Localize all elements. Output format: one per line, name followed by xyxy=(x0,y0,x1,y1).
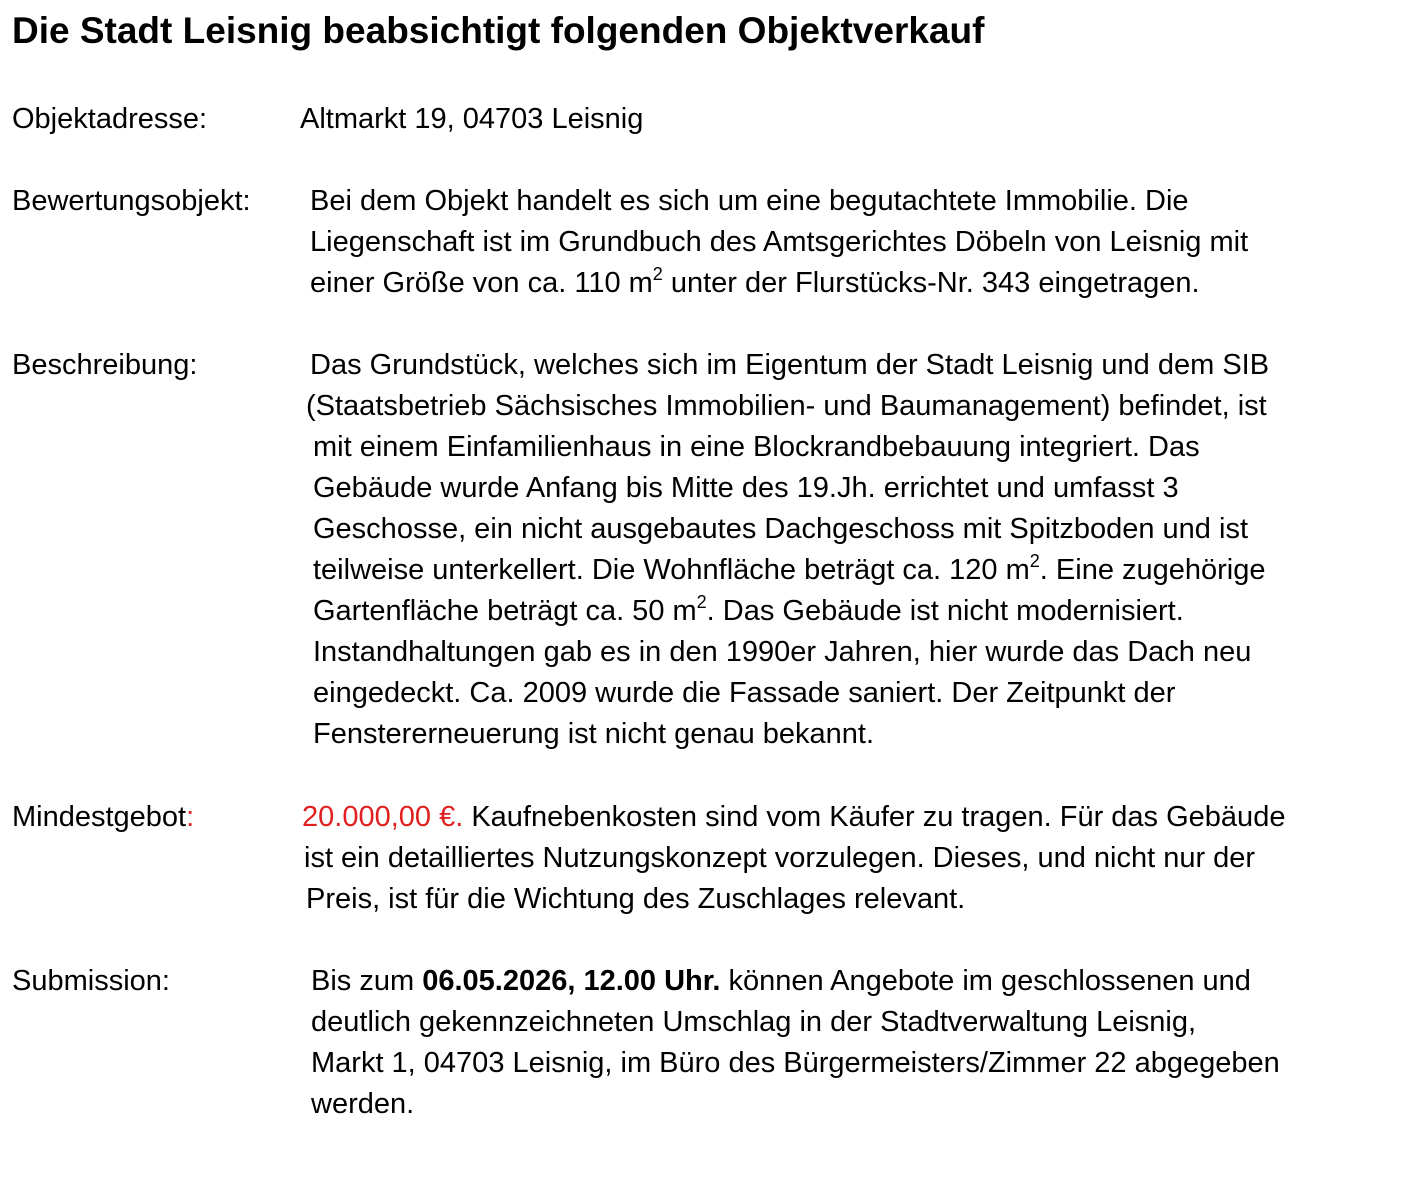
text-segment: einer Größe von ca. 110 m xyxy=(310,267,653,299)
text-segment: teilweise unterkellert. Die Wohnfläche beträgt ca. 120 m xyxy=(313,554,1030,586)
beschreibung-text xyxy=(306,345,1270,755)
beschreibung-line: Geschosse, ein nicht ausgebautes Dachgeschoss mit Spitzboden und ist xyxy=(313,513,1248,545)
text-segment: können Angebote im geschlossenen und xyxy=(720,965,1251,997)
submission-text xyxy=(311,961,1280,1125)
superscript: 2 xyxy=(652,264,663,284)
bewertungsobjekt-line xyxy=(310,263,1248,304)
submission-deadline: 06.05.2026, 12.00 Uhr. xyxy=(422,965,721,997)
submission-line: Markt 1, 04703 Leisnig, im Büro des Bürgermeisters/Zimmer 22 abgegeben xyxy=(311,1047,1280,1079)
superscript: 2 xyxy=(1029,551,1040,571)
mindestgebot-text xyxy=(302,797,1285,920)
text-segment: . Eine zugehörige xyxy=(1039,554,1266,586)
beschreibung-line: mit einem Einfamilienhaus in eine Blockrandbebauung integriert. Das xyxy=(313,431,1200,463)
superscript: 2 xyxy=(696,592,707,612)
mindestgebot-label-colon: : xyxy=(186,801,195,833)
bewertungsobjekt-line: Liegenschaft ist im Grundbuch des Amtsgerichtes Döbeln von Leisnig mit xyxy=(310,226,1249,258)
bewertungsobjekt-label: Bewertungsobjekt: xyxy=(12,185,251,217)
text-segment: unter der Flurstücks-Nr. 343 eingetragen. xyxy=(662,267,1200,299)
text-segment: Gartenfläche beträgt ca. 50 m xyxy=(313,595,697,627)
text-segment: Kaufnebenkosten sind vom Käufer zu tragen. Für das Gebäude xyxy=(463,801,1286,833)
mindestgebot-line xyxy=(302,797,1285,838)
submission-label: Submission: xyxy=(12,965,170,997)
objektadresse-label: Objektadresse: xyxy=(12,103,208,135)
mindestgebot-line: Preis, ist für die Wichtung des Zuschlages relevant. xyxy=(306,883,966,915)
submission-line xyxy=(311,961,1280,1002)
beschreibung-line: eingedeckt. Ca. 2009 wurde die Fassade saniert. Der Zeitpunkt der xyxy=(313,677,1176,709)
beschreibung-label: Beschreibung: xyxy=(12,349,198,381)
mindestgebot-label-text: Mindestgebot xyxy=(12,801,187,833)
minimum-price: 20.000,00 €. xyxy=(302,801,464,833)
objektadresse-value xyxy=(300,99,643,140)
beschreibung-line: Instandhaltungen gab es in den 1990er Jahren, hier wurde das Dach neu xyxy=(313,636,1252,668)
text-segment: . Das Gebäude ist nicht modernisiert. xyxy=(706,595,1184,627)
beschreibung-line xyxy=(313,591,1269,632)
page-title: Die Stadt Leisnig beabsichtigt folgenden Objektverkauf xyxy=(12,10,985,51)
submission-line: werden. xyxy=(311,1088,415,1120)
mindestgebot-label xyxy=(12,797,194,838)
beschreibung-line: Das Grundstück, welches sich im Eigentum der Stadt Leisnig und dem SIB xyxy=(310,349,1270,381)
objektadresse-text: Altmarkt 19, 04703 Leisnig xyxy=(300,103,644,135)
beschreibung-line xyxy=(313,550,1269,591)
submission-line: deutlich gekennzeichneten Umschlag in der Stadtverwaltung Leisnig, xyxy=(311,1006,1197,1038)
beschreibung-line: Fenstererneuerung ist nicht genau bekannt. xyxy=(313,718,875,750)
bewertungsobjekt-text xyxy=(310,181,1248,304)
bewertungsobjekt-line: Bei dem Objekt handelt es sich um eine begutachtete Immobilie. Die xyxy=(310,185,1189,217)
beschreibung-line: (Staatsbetrieb Sächsisches Immobilien- und Baumanagement) befindet, ist xyxy=(306,390,1267,422)
text-segment: Bis zum xyxy=(311,965,423,997)
beschreibung-line: Gebäude wurde Anfang bis Mitte des 19.Jh. errichtet und umfasst 3 xyxy=(313,472,1179,504)
mindestgebot-line: ist ein detailliertes Nutzungskonzept vorzulegen. Dieses, und nicht nur der xyxy=(304,842,1256,874)
